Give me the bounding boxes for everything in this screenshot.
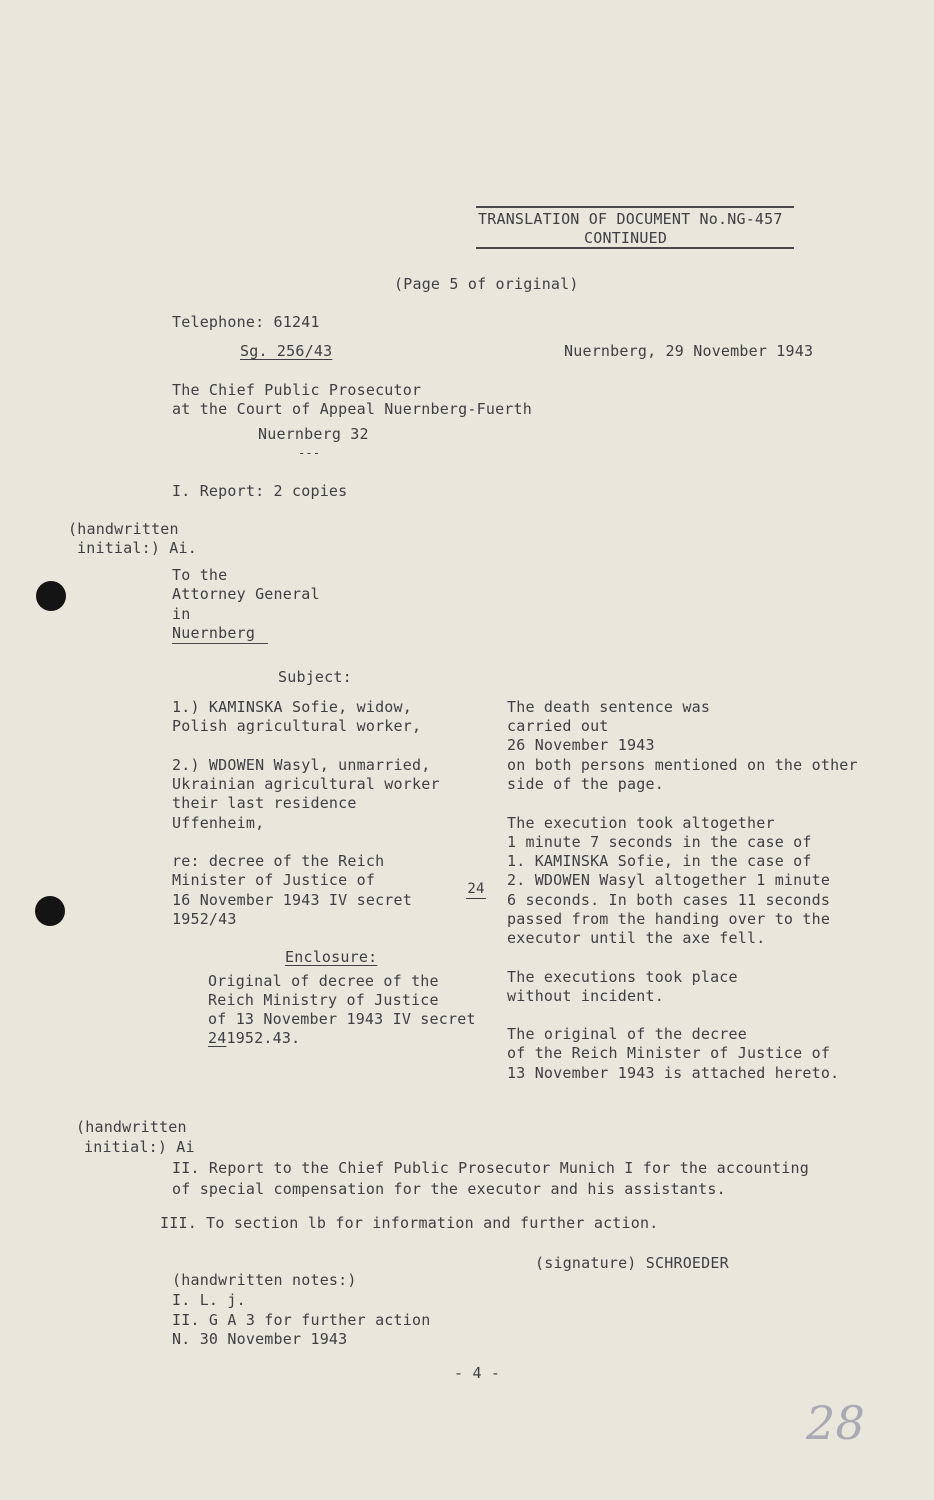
subject-left-line-2: Polish agricultural worker,	[172, 717, 422, 735]
addressee-line-4: Nuernberg	[172, 624, 256, 642]
subject-right-line-13: executor until the axe fell.	[507, 929, 766, 947]
subject-left-line-7: Uffenheim,	[172, 814, 265, 832]
reference-fraction-bar	[466, 898, 486, 899]
punch-hole-top	[36, 581, 66, 611]
subject-left-line-10: Minister of Justice of	[172, 871, 376, 889]
sender-line-3: Nuernberg 32	[258, 425, 369, 443]
subject-right-line-9: 1. KAMINSKA Sofie, in the case of	[507, 852, 812, 870]
telephone: Telephone: 61241	[172, 313, 320, 331]
reference-fraction	[466, 882, 486, 899]
addressee-line-3: in	[172, 605, 191, 623]
subject-right-line-8: 1 minute 7 seconds in the case of	[507, 833, 812, 851]
subject-right-line-19: of the Reich Minister of Justice of	[507, 1044, 831, 1062]
enclosure-line-3: of 13 November 1943 IV secret	[208, 1010, 476, 1028]
subject-left-line-9: re: decree of the Reich	[172, 852, 385, 870]
handwritten-notes-line-3: II. G A 3 for further action	[172, 1311, 431, 1329]
sender-line-1: The Chief Public Prosecutor	[172, 381, 422, 399]
enclosure-line-2: Reich Ministry of Justice	[208, 991, 439, 1009]
subject-right-line-18: The original of the decree	[507, 1025, 747, 1043]
subject-right-line-20: 13 November 1943 is attached hereto.	[507, 1064, 840, 1082]
page-number: - 4 -	[454, 1364, 501, 1382]
subject-label: Subject:	[278, 668, 352, 686]
section-2-line-1: II. Report to the Chief Public Prosecutor Munich I for the accounting	[172, 1159, 809, 1177]
addressee-line-2: Attorney General	[172, 585, 320, 603]
subject-right-line-12: passed from the handing over to the	[507, 910, 831, 928]
subject-right-line-5: side of the page.	[507, 775, 664, 793]
handwritten-notes-line-4: N. 30 November 1943	[172, 1330, 348, 1348]
separator-dashes: ---	[298, 446, 321, 460]
subject-right-line-7: The execution took altogether	[507, 814, 775, 832]
subject-left-line-11: 16 November 1943 IV secret	[172, 891, 412, 909]
subject-right-line-1: The death sentence was	[507, 698, 711, 716]
subject-left-line-5: Ukrainian agricultural worker	[172, 775, 440, 793]
file-reference: Sg. 256/43	[240, 342, 333, 360]
subject-right-line-4: on both persons mentioned on the other	[507, 756, 858, 774]
handwritten-initial-2-line-2: initial:) Ai	[84, 1138, 195, 1156]
reference-fraction-number: 24	[467, 881, 485, 897]
handwritten-initial-2-line-1: (handwritten	[76, 1118, 187, 1136]
subject-right-line-2: carried out	[507, 717, 609, 735]
enclosure-label: Enclosure:	[285, 948, 378, 966]
subject-right-line-15: The executions took place	[507, 968, 738, 986]
handwritten-notes-line-2: I. L. j.	[172, 1291, 246, 1309]
signature: (signature) SCHROEDER	[535, 1254, 729, 1272]
subject-left-line-6: their last residence	[172, 794, 357, 812]
title-rule-top	[476, 206, 794, 208]
addressee-line-1: To the	[172, 566, 228, 584]
punch-hole-bottom	[35, 896, 65, 926]
document-title-continued: CONTINUED	[584, 229, 668, 247]
enclosure-line-1: Original of decree of the	[208, 972, 439, 990]
document-title: TRANSLATION OF DOCUMENT No.NG-457	[478, 210, 783, 228]
enclosure-reference-prefix: 24	[208, 1029, 227, 1047]
title-rule-bottom	[476, 247, 794, 249]
sender-line-2: at the Court of Appeal Nuernberg-Fuerth	[172, 400, 532, 418]
report-line: I. Report: 2 copies	[172, 482, 348, 500]
page-reference: (Page 5 of original)	[394, 275, 579, 293]
subject-left-line-12: 1952/43	[172, 910, 237, 928]
handwritten-initial-1-line-2: initial:) Ai.	[77, 539, 197, 557]
handwritten-initial-1-line-1: (handwritten	[68, 520, 179, 538]
subject-left-line-1: 1.) KAMINSKA Sofie, widow,	[172, 698, 412, 716]
enclosure-reference	[208, 1029, 300, 1048]
subject-right-line-3: 26 November 1943	[507, 736, 655, 754]
place-date: Nuernberg, 29 November 1943	[564, 342, 814, 360]
pencil-page-mark: 28	[806, 1396, 865, 1450]
section-3: III. To section lb for information and further action.	[160, 1214, 659, 1232]
subject-right-line-11: 6 seconds. In both cases 11 seconds	[507, 891, 831, 909]
subject-right-line-16: without incident.	[507, 987, 664, 1005]
addressee-rule	[172, 643, 268, 644]
enclosure-reference-suffix: 1952.43.	[226, 1029, 301, 1047]
section-2-line-2: of special compensation for the executor and his assistants.	[172, 1180, 726, 1198]
subject-right-line-10: 2. WDOWEN Wasyl altogether 1 minute	[507, 871, 831, 889]
subject-left-line-4: 2.) WDOWEN Wasyl, unmarried,	[172, 756, 431, 774]
handwritten-notes-line-1: (handwritten notes:)	[172, 1271, 357, 1289]
